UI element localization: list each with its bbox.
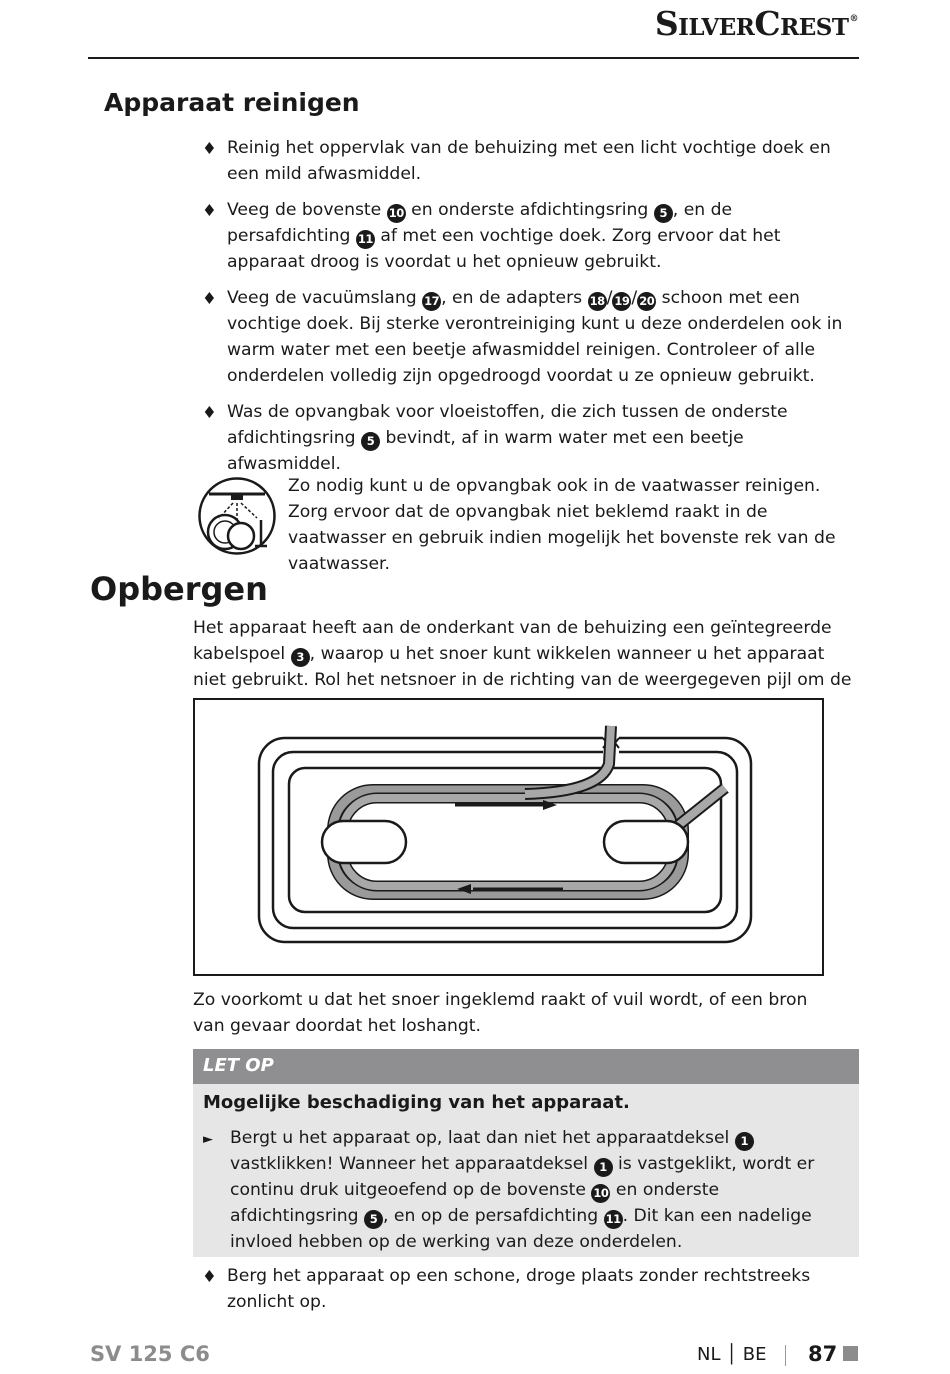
footer-divider [785, 1345, 786, 1366]
part-number-badge: 10 [387, 204, 406, 223]
header-rule [88, 57, 859, 59]
part-number-badge: 1 [594, 1158, 613, 1177]
part-number-badge: 19 [612, 292, 631, 311]
part-number-badge: 3 [291, 700, 310, 719]
bullet-icon: ♦ [202, 201, 217, 220]
cleaning-step-3: Veeg de vacuümslang 17 , en de adapters 18 / 19 / 20 schoon met een vochtige doek. Bij sterke verontreiniging kunt u deze onderdelen ook in warm water met een beetje afwasmiddel reinigen. Controleer of alle onderdelen volledig zijn opgedroogd voordat u ze opnieuw gebruikt. [227, 288, 843, 386]
bullet-icon: ♦ [202, 1267, 217, 1286]
notice-header [193, 1049, 859, 1084]
notice-label: LET OP [203, 1055, 274, 1076]
part-number-badge: 17 [422, 292, 441, 311]
part-number-badge: 5 [361, 432, 380, 451]
registered-mark-icon: ® [849, 14, 858, 24]
page-square-icon [843, 1346, 858, 1361]
bullet-icon: ♦ [202, 403, 217, 422]
section-title-storage: Opbergen [90, 570, 268, 608]
brand-text: SilverCrest [654, 4, 849, 43]
storage-after-figure: Zo voorkomt u dat het snoer ingeklemd raakt of vuil wordt, of een bron van gevaar doordat het loshangt. [193, 990, 808, 1036]
notice-text: Bergt u het apparaat op, laat dan niet het apparaatdeksel 1 vastklikken! Wanneer het apparaatdeksel 1 is vastgeklikt, wordt er continu druk uitgeoefend op de bovenste 10 en onderste afdichtingsring 5 , en op de persafdichting 11 . Dit kan een nadelige invloed hebben op de werking van deze onderdelen. [230, 1128, 815, 1252]
part-number-badge: 1 [735, 1132, 754, 1151]
cleaning-step-1: Reinig het oppervlak van de behuizing met een licht vochtige doek en een mild afwasmiddel. [227, 138, 831, 184]
part-number-badge: 3 [291, 648, 310, 667]
model-number: SV 125 C6 [90, 1342, 210, 1366]
part-number-badge: 11 [356, 230, 375, 249]
dishwasher-icon [197, 476, 277, 556]
cleaning-step-2: Veeg de bovenste 10 en onderste afdichtingsring 5 , en de persafdichting 11 af met een vochtige doek. Zorg ervoor dat het apparaat droog is voordat u het opnieuw gebruikt. [227, 200, 781, 272]
notice-box [193, 1049, 859, 1257]
storage-intro: Het apparaat heeft aan de onderkant van de behuizing een geïntegreerde kabelspoel 3 , waarop u het snoer kunt wikkelen wanneer u het apparaat niet gebruikt. Rol het netsnoer in de richting van de weergegeven pijl om de kabelspoel 3 . [193, 615, 853, 719]
part-number-badge: 5 [654, 204, 673, 223]
storage-last-bullet: Berg het apparaat op een schone, droge plaats zonder rechtstreeks zonlicht op. [227, 1266, 811, 1312]
part-number-badge: 18 [588, 292, 607, 311]
language-indicator: NL │ BE [697, 1344, 767, 1365]
cleaning-step-4: Was de opvangbak voor vloeistoffen, die zich tussen de onderste afdichtingsring 5 bevindt, af in warm water met een beetje afwasmiddel. [227, 402, 788, 474]
bullet-icon: ♦ [202, 289, 217, 308]
dishwasher-note: Zo nodig kunt u de opvangbak ook in de vaatwasser reinigen. Zorg ervoor dat de opvangbak niet beklemd raakt in de vaatwasser en gebruik indien mogelijk het bovenste rek van de vaatwasser. [288, 476, 836, 574]
section-title-cleaning: Apparaat reinigen [104, 88, 360, 117]
part-number-badge: 5 [364, 1210, 383, 1229]
cable-reel-illustration [193, 698, 824, 976]
arrow-right-icon: ► [203, 1132, 213, 1147]
part-number-badge: 10 [591, 1184, 610, 1203]
part-number-badge: 20 [637, 292, 656, 311]
part-number-badge: 11 [604, 1210, 623, 1229]
page-number: 87 [808, 1342, 838, 1366]
notice-title: Mogelijke beschadiging van het apparaat. [203, 1092, 630, 1113]
brand-logo [655, 4, 858, 43]
bullet-icon: ♦ [202, 139, 217, 158]
